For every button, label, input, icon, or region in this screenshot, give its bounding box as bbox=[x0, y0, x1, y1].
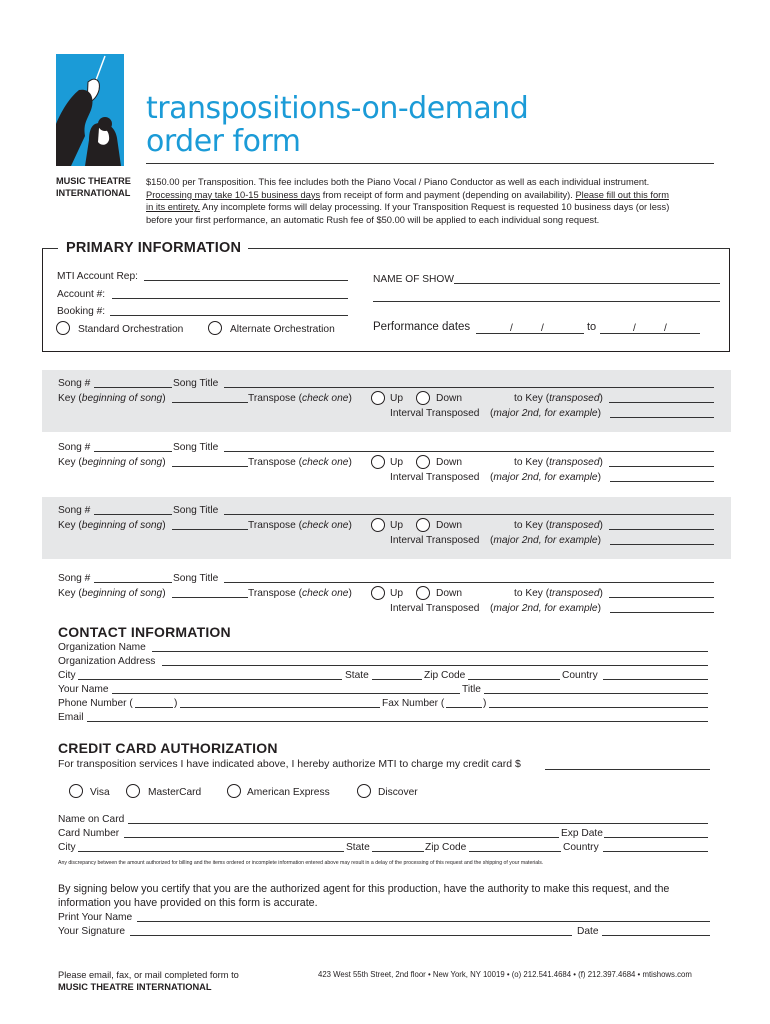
cc-zip-label: Zip Code bbox=[425, 842, 467, 853]
fax-label: Fax Number ( bbox=[382, 698, 445, 709]
fax-area-code-field[interactable] bbox=[446, 707, 482, 708]
song-2-title-field[interactable] bbox=[224, 451, 714, 452]
primary-box-top-left bbox=[42, 248, 58, 249]
org-name-field[interactable] bbox=[152, 651, 708, 652]
american-express-radio[interactable] bbox=[227, 784, 241, 798]
song-3-interval-example-part: ( bbox=[490, 535, 494, 546]
cc-city-field[interactable] bbox=[78, 851, 344, 852]
song-1-interval-label: Interval Transposed bbox=[390, 408, 480, 419]
song-4-transpose-label-part: check one bbox=[301, 588, 349, 599]
date-slash: / bbox=[633, 323, 636, 334]
song-2-transpose-label-part: check one bbox=[301, 457, 349, 468]
song-3-key-label-part: ) bbox=[162, 520, 166, 531]
song-2-interval-example bbox=[490, 471, 601, 484]
song-2-interval-example-part: major 2nd, for example bbox=[493, 472, 598, 483]
cc-city-label: City bbox=[58, 842, 76, 853]
phone-paren-close: ) bbox=[174, 698, 178, 709]
song-1-to-key-label bbox=[514, 392, 603, 405]
cc-country-label: Country bbox=[563, 842, 599, 853]
song-4-key-label-part: ) bbox=[162, 588, 166, 599]
song-1-transpose-label-part: check one bbox=[301, 393, 349, 404]
song-1-transpose-label bbox=[248, 392, 352, 405]
song-4-up-label: Up bbox=[390, 588, 404, 599]
date-slash: / bbox=[541, 323, 544, 334]
song-2-interval-field[interactable] bbox=[610, 481, 714, 482]
song-2-transpose-label-part: Transpose ( bbox=[248, 457, 302, 468]
song-2-transpose-label-part: ) bbox=[348, 457, 352, 468]
song-3-transpose-label bbox=[248, 519, 352, 532]
intro-entirety-note: in its entirety. bbox=[146, 202, 201, 213]
phone-field[interactable] bbox=[180, 707, 380, 708]
your-name-label: Your Name bbox=[58, 684, 109, 695]
song-3-interval-example-part: ) bbox=[597, 535, 602, 546]
city-label: City bbox=[58, 670, 76, 681]
email-field[interactable] bbox=[87, 721, 708, 722]
logo-org-line1: MUSIC THEATRE bbox=[56, 176, 131, 186]
song-2-key-label-part: beginning of song bbox=[81, 457, 163, 468]
song-3-transpose-label-part: Transpose ( bbox=[248, 520, 302, 531]
booking-number-label: Booking #: bbox=[57, 306, 106, 317]
state-label: State bbox=[345, 670, 369, 681]
intro-text bbox=[146, 176, 716, 227]
org-address-field[interactable] bbox=[162, 665, 708, 666]
footer-line1: Please email, fax, or mail completed form to bbox=[58, 970, 239, 980]
intro-processing-note: Processing may take 10-15 business days bbox=[146, 189, 321, 200]
zip-label: Zip Code bbox=[424, 670, 466, 681]
exp-date-field[interactable] bbox=[604, 837, 708, 838]
footer-line2: MUSIC THEATRE INTERNATIONAL bbox=[58, 982, 212, 992]
signature-date-field[interactable] bbox=[602, 935, 710, 936]
song-4-transpose-label-part: ) bbox=[348, 588, 352, 599]
song-2-key-field[interactable] bbox=[172, 466, 248, 467]
song-4-interval-example-part: ( bbox=[490, 603, 494, 614]
date-slash: / bbox=[664, 323, 667, 334]
alternate-orchestration-radio[interactable] bbox=[208, 321, 222, 335]
song-3-to-key-label-part: transposed bbox=[549, 520, 600, 531]
intro-line3-rest: Any incomplete forms will delay processing. If your Transposition Request is requested 10 business days (or less) bbox=[200, 202, 670, 213]
title-field[interactable] bbox=[484, 693, 708, 694]
footer-instructions bbox=[58, 969, 239, 993]
card-number-label: Card Number bbox=[58, 828, 120, 839]
song-1-interval-example-part: ( bbox=[490, 408, 494, 419]
form-title-line2: order form bbox=[146, 124, 301, 159]
song-1-key-field[interactable] bbox=[172, 402, 248, 403]
standard-orchestration-label: Standard Orchestration bbox=[78, 324, 184, 335]
song-2-to-key-label-part: ) bbox=[599, 457, 603, 468]
song-4-transpose-label-part: Transpose ( bbox=[248, 588, 302, 599]
song-3-to-key-label-part: ) bbox=[599, 520, 603, 531]
american-express-label: American Express bbox=[247, 787, 330, 798]
song-1-interval-example bbox=[490, 407, 601, 420]
visa-radio[interactable] bbox=[69, 784, 83, 798]
song-3-up-radio[interactable] bbox=[371, 518, 385, 532]
certification-line1: By signing below you certify that you are the authorized agent for this production, have the authority to make this request, and the bbox=[58, 883, 670, 895]
mti-logo bbox=[55, 54, 125, 166]
song-1-up-label: Up bbox=[390, 393, 404, 404]
booking-number-field[interactable] bbox=[110, 315, 348, 316]
mastercard-radio[interactable] bbox=[126, 784, 140, 798]
song-2-up-label: Up bbox=[390, 457, 404, 468]
cc-country-field[interactable] bbox=[603, 851, 708, 852]
song-1-key-label bbox=[58, 392, 166, 405]
card-number-field[interactable] bbox=[124, 837, 559, 838]
song-2-number-label: Song # bbox=[58, 442, 91, 453]
fax-paren-close: ) bbox=[483, 698, 487, 709]
conductor-logo-icon bbox=[55, 54, 125, 166]
country-label: Country bbox=[562, 670, 598, 681]
song-3-interval-example-part: major 2nd, for example bbox=[493, 535, 598, 546]
billing-discrepancy-note: Any discrepancy between the amount authorized for billing and the items ordered or incomplete information entered above may result in a delay of the processing of this request and the shipping of your materials. bbox=[58, 860, 544, 866]
song-1-key-label-part: beginning of song bbox=[81, 393, 163, 404]
song-2-to-key-label-part: transposed bbox=[549, 457, 600, 468]
song-2-interval-example-part: ( bbox=[490, 472, 494, 483]
song-2-interval-example-part: ) bbox=[597, 472, 602, 483]
intro-line3 bbox=[146, 201, 716, 214]
song-1-to-key-label-part: ) bbox=[599, 393, 603, 404]
show-name-label: NAME OF SHOW bbox=[373, 274, 454, 285]
title-label: Title bbox=[462, 684, 481, 695]
song-2-to-key-field[interactable] bbox=[609, 466, 714, 467]
logo-org-line2: INTERNATIONAL bbox=[56, 188, 131, 198]
song-1-down-radio[interactable] bbox=[416, 391, 430, 405]
standard-orchestration-radio[interactable] bbox=[56, 321, 70, 335]
name-on-card-label: Name on Card bbox=[58, 814, 125, 825]
song-4-up-radio[interactable] bbox=[371, 586, 385, 600]
song-4-number-field[interactable] bbox=[94, 582, 172, 583]
song-4-down-label: Down bbox=[436, 588, 463, 599]
discover-label: Discover bbox=[378, 787, 418, 798]
org-address-label: Organization Address bbox=[58, 656, 156, 667]
song-3-up-label: Up bbox=[390, 520, 404, 531]
show-name-field[interactable] bbox=[454, 283, 720, 284]
credit-auth-text: For transposition services I have indicated above, I hereby authorize MTI to charge my credit card $ bbox=[58, 758, 521, 770]
song-3-title-field[interactable] bbox=[224, 514, 714, 515]
song-2-key-label-part: ) bbox=[162, 457, 166, 468]
name-on-card-field[interactable] bbox=[128, 823, 708, 824]
performance-dates-label: Performance dates bbox=[373, 321, 471, 333]
song-1-to-key-label-part: transposed bbox=[549, 393, 600, 404]
song-4-key-label-part: beginning of song bbox=[81, 588, 163, 599]
account-rep-label: MTI Account Rep: bbox=[57, 271, 138, 282]
email-label: Email bbox=[58, 712, 84, 723]
song-4-to-key-label-part: ) bbox=[599, 588, 603, 599]
print-name-label: Print Your Name bbox=[58, 912, 133, 923]
song-2-to-key-label-part: to Key ( bbox=[514, 457, 550, 468]
song-2-key-label-part: Key ( bbox=[58, 457, 82, 468]
visa-label: Visa bbox=[90, 787, 110, 798]
song-2-to-key-label bbox=[514, 456, 603, 469]
footer-address: 423 West 55th Street, 2nd floor • New York, NY 10019 • (o) 212.541.4684 • (f) 212.397.4684 • mtishows.com bbox=[318, 970, 692, 979]
account-rep-field[interactable] bbox=[144, 280, 348, 281]
intro-fill-note: Please fill out this form bbox=[575, 189, 669, 200]
account-number-field[interactable] bbox=[112, 298, 348, 299]
song-4-to-key-label-part: to Key ( bbox=[514, 588, 550, 599]
show-name-field-2[interactable] bbox=[373, 301, 720, 302]
song-3-to-key-label bbox=[514, 519, 603, 532]
cc-state-label: State bbox=[346, 842, 370, 853]
song-4-transpose-label bbox=[248, 587, 352, 600]
song-1-transpose-label-part: ) bbox=[348, 393, 352, 404]
song-1-number-label: Song # bbox=[58, 378, 91, 389]
song-2-number-field[interactable] bbox=[94, 451, 172, 452]
country-field[interactable] bbox=[603, 679, 708, 680]
song-3-key-label-part: Key ( bbox=[58, 520, 82, 531]
cc-zip-field[interactable] bbox=[469, 851, 561, 852]
song-2-transpose-label bbox=[248, 456, 352, 469]
performance-start-date-field[interactable] bbox=[476, 333, 584, 334]
song-4-to-key-field[interactable] bbox=[609, 597, 714, 598]
intro-line2-mid: from receipt of form and payment (depending on availability). bbox=[320, 189, 576, 200]
song-4-to-key-label-part: transposed bbox=[549, 588, 600, 599]
date-slash: / bbox=[510, 323, 513, 334]
song-1-to-key-label-part: to Key ( bbox=[514, 393, 550, 404]
song-1-key-label-part: ) bbox=[162, 393, 166, 404]
certification-line2: information you have provided on this form is accurate. bbox=[58, 896, 318, 909]
signature-label: Your Signature bbox=[58, 926, 126, 937]
song-3-key-field[interactable] bbox=[172, 529, 248, 530]
song-4-to-key-label bbox=[514, 587, 603, 600]
song-2-interval-label: Interval Transposed bbox=[390, 472, 480, 483]
song-3-to-key-field[interactable] bbox=[609, 529, 714, 530]
signature-date-label: Date bbox=[577, 926, 599, 937]
discover-radio[interactable] bbox=[357, 784, 371, 798]
song-2-key-label bbox=[58, 456, 166, 469]
song-4-interval-field[interactable] bbox=[610, 612, 714, 613]
song-4-key-field[interactable] bbox=[172, 597, 248, 598]
song-3-interval-example bbox=[490, 534, 601, 547]
contact-info-heading: CONTACT INFORMATION bbox=[58, 624, 231, 640]
song-1-to-key-field[interactable] bbox=[609, 402, 714, 403]
song-4-title-field[interactable] bbox=[224, 582, 714, 583]
song-1-down-label: Down bbox=[436, 393, 463, 404]
intro-line2 bbox=[146, 189, 716, 202]
song-2-down-label: Down bbox=[436, 457, 463, 468]
title-rule bbox=[146, 163, 714, 164]
song-1-up-radio[interactable] bbox=[371, 391, 385, 405]
city-field[interactable] bbox=[78, 679, 342, 680]
song-3-number-field[interactable] bbox=[94, 514, 172, 515]
song-1-interval-example-part: major 2nd, for example bbox=[493, 408, 598, 419]
song-1-title-label: Song Title bbox=[173, 378, 219, 389]
song-1-interval-field[interactable] bbox=[610, 417, 714, 418]
state-field[interactable] bbox=[372, 679, 422, 680]
song-1-transpose-label-part: Transpose ( bbox=[248, 393, 302, 404]
song-3-transpose-label-part: ) bbox=[348, 520, 352, 531]
song-4-interval-label: Interval Transposed bbox=[390, 603, 480, 614]
song-4-interval-example bbox=[490, 602, 601, 615]
primary-info-heading: PRIMARY INFORMATION bbox=[66, 240, 242, 256]
logo-org-name bbox=[56, 175, 131, 199]
song-1-number-field[interactable] bbox=[94, 387, 172, 388]
charge-amount-field[interactable] bbox=[545, 769, 710, 770]
phone-area-code-field[interactable] bbox=[135, 707, 173, 708]
mastercard-label: MasterCard bbox=[148, 787, 202, 798]
intro-line1: $150.00 per Transposition. This fee includes both the Piano Vocal / Piano Conductor as well as each individual instrument. bbox=[146, 177, 650, 187]
song-3-number-label: Song # bbox=[58, 505, 91, 516]
song-3-down-radio[interactable] bbox=[416, 518, 430, 532]
zip-field[interactable] bbox=[468, 679, 560, 680]
song-2-up-radio[interactable] bbox=[371, 455, 385, 469]
song-4-key-label-part: Key ( bbox=[58, 588, 82, 599]
signature-field[interactable] bbox=[130, 935, 572, 936]
song-3-to-key-label-part: to Key ( bbox=[514, 520, 550, 531]
intro-line4: before your first performance, an automatic Rush fee of $50.00 will be applied to each individual song request. bbox=[146, 215, 600, 226]
org-name-label: Organization Name bbox=[58, 642, 146, 653]
credit-card-heading: CREDIT CARD AUTHORIZATION bbox=[58, 740, 278, 756]
song-3-interval-label: Interval Transposed bbox=[390, 535, 480, 546]
song-4-interval-example-part: ) bbox=[597, 603, 602, 614]
primary-box-top-right bbox=[248, 248, 730, 249]
song-3-interval-field[interactable] bbox=[610, 544, 714, 545]
print-name-field[interactable] bbox=[137, 921, 710, 922]
fax-field[interactable] bbox=[489, 707, 708, 708]
performance-end-date-field[interactable] bbox=[600, 333, 700, 334]
song-3-down-label: Down bbox=[436, 520, 463, 531]
song-2-title-label: Song Title bbox=[173, 442, 219, 453]
song-1-interval-example-part: ) bbox=[597, 408, 602, 419]
song-4-interval-example-part: major 2nd, for example bbox=[493, 603, 598, 614]
form-title-line1: transpositions-on-demand bbox=[146, 91, 529, 126]
certification-statement bbox=[58, 883, 669, 910]
song-4-down-radio[interactable] bbox=[416, 586, 430, 600]
song-4-title-label: Song Title bbox=[173, 573, 219, 584]
song-2-down-radio[interactable] bbox=[416, 455, 430, 469]
song-4-key-label bbox=[58, 587, 166, 600]
song-1-key-label-part: Key ( bbox=[58, 393, 82, 404]
exp-date-label: Exp Date bbox=[561, 828, 603, 839]
alternate-orchestration-label: Alternate Orchestration bbox=[230, 324, 335, 335]
song-3-key-label-part: beginning of song bbox=[81, 520, 163, 531]
account-number-label: Account #: bbox=[57, 289, 106, 300]
primary-info-box bbox=[42, 248, 730, 352]
cc-state-field[interactable] bbox=[372, 851, 424, 852]
song-4-number-label: Song # bbox=[58, 573, 91, 584]
song-3-title-label: Song Title bbox=[173, 505, 219, 516]
song-3-key-label bbox=[58, 519, 166, 532]
your-name-field[interactable] bbox=[112, 693, 460, 694]
phone-label: Phone Number ( bbox=[58, 698, 133, 709]
song-1-title-field[interactable] bbox=[224, 387, 714, 388]
to-label: to bbox=[587, 321, 597, 333]
song-3-transpose-label-part: check one bbox=[301, 520, 349, 531]
